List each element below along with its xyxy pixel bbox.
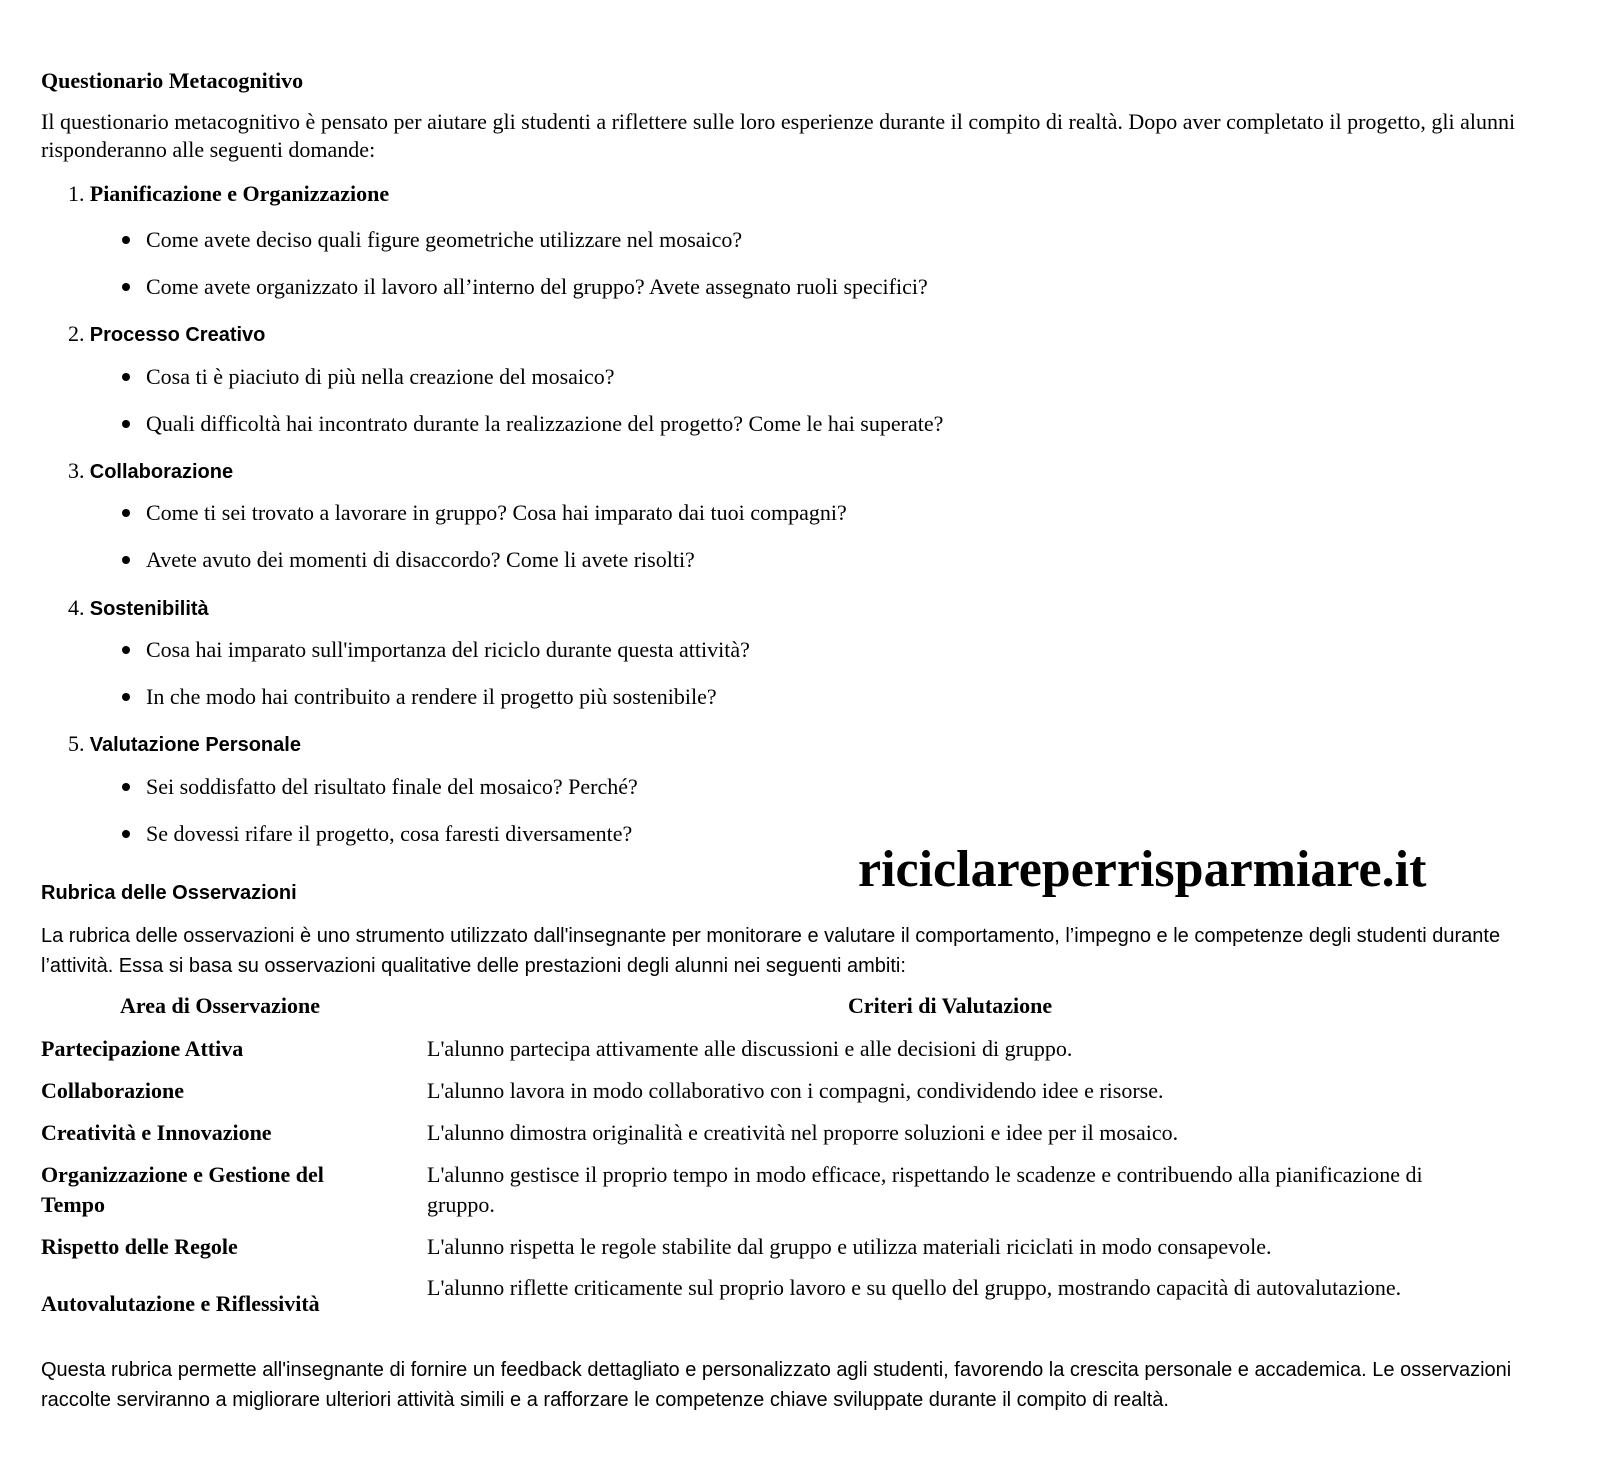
table-row-area: Autovalutazione e Riflessività <box>41 1291 320 1316</box>
table-header-area: Area di Osservazione <box>120 993 321 1018</box>
questionario-intro: Il questionario metacognitivo è pensato per aiutare gli studenti a riflettere sulle loro esperienze durante il compito di realtà. Dopo aver completato il progetto, gli alunni risponderanno alle seguenti domande: <box>41 109 1516 162</box>
table-row-area: Partecipazione Attiva <box>41 1036 244 1061</box>
question-text: Cosa hai imparato sull'importanza del riciclo durante questa attività? <box>146 637 750 662</box>
section-label: Processo Creativo <box>89 324 266 346</box>
question-item <box>122 637 750 663</box>
question-item <box>122 821 632 847</box>
bullet-icon <box>122 420 130 428</box>
bullet-icon <box>122 509 130 517</box>
question-item <box>122 411 943 437</box>
table-row-area: Rispetto delle Regole <box>41 1234 238 1259</box>
section-label: Pianificazione e Organizzazione <box>89 181 390 206</box>
question-text: In che modo hai contribuito a rendere il progetto più sostenibile? <box>146 684 717 709</box>
bullet-icon <box>122 783 130 791</box>
table-row-criteria: L'alunno rispetta le regole stabilite dal gruppo e utilizza materiali riciclati in modo consapevole. <box>427 1234 1272 1259</box>
site-watermark: riciclareperrisparmiare.it <box>858 841 1427 898</box>
section-number: 1. <box>68 181 85 206</box>
bullet-icon <box>122 283 130 291</box>
table-header-criteria: Criteri di Valutazione <box>848 993 1053 1018</box>
question-item <box>122 364 615 390</box>
table-row-area: Collaborazione <box>41 1078 184 1103</box>
section-label: Sostenibilità <box>89 598 209 620</box>
question-text: Quali difficoltà hai incontrato durante la realizzazione del progetto? Come le hai superate? <box>146 411 944 436</box>
table-row-criteria: L'alunno dimostra originalità e creatività nel proporre soluzioni e idee per il mosaico. <box>427 1120 1179 1145</box>
question-text: Sei soddisfatto del risultato finale del mosaico? Perché? <box>146 774 638 799</box>
table-row-area: Organizzazione e Gestione del Tempo <box>41 1162 324 1217</box>
bullet-icon <box>122 236 130 244</box>
section-label: Collaborazione <box>89 461 234 483</box>
section-number: 4. <box>68 595 85 620</box>
table-row-area: Creatività e Innovazione <box>41 1120 272 1145</box>
section-1-heading <box>68 181 389 207</box>
question-text: Come avete organizzato il lavoro all’interno del gruppo? Avete assegnato ruoli specifici? <box>146 274 928 299</box>
question-item <box>122 774 638 800</box>
rubrica-title: Rubrica delle Osservazioni <box>41 882 297 904</box>
question-item <box>122 227 742 253</box>
bullet-icon <box>122 646 130 654</box>
section-5-heading <box>68 731 301 757</box>
question-item <box>122 274 928 300</box>
question-text: Se dovessi rifare il progetto, cosa faresti diversamente? <box>146 821 633 846</box>
section-2-heading <box>68 321 265 347</box>
rubrica-closing: Questa rubrica permette all'insegnante di fornire un feedback dettagliato e personalizzato agli studenti, favorendo la crescita personale e accademica. Le osservazioni raccolte serviranno a migliorare ulteriori attività simili e a rafforzare le competenze chiave sviluppate durante il compito di realtà. <box>41 1359 1512 1411</box>
rubrica-intro: La rubrica delle osservazioni è uno strumento utilizzato dall'insegnante per monitorare e valutare il comportamento, l’impegno e le competenze degli studenti durante l’attività. Essa si basa su osservazioni qualitative delle prestazioni degli alunni nei seguenti ambiti: <box>41 925 1501 977</box>
question-item <box>122 684 717 710</box>
section-number: 3. <box>68 458 85 483</box>
bullet-icon <box>122 693 130 701</box>
section-label: Valutazione Personale <box>89 734 301 756</box>
section-number: 5. <box>68 731 85 756</box>
question-text: Avete avuto dei momenti di disaccordo? Come li avete risolti? <box>146 547 695 572</box>
section-4-heading <box>68 595 209 621</box>
section-number: 2. <box>68 321 85 346</box>
bullet-icon <box>122 830 130 838</box>
table-row-criteria: L'alunno lavora in modo collaborativo con i compagni, condividendo idee e risorse. <box>427 1078 1164 1103</box>
bullet-icon <box>122 373 130 381</box>
table-row-criteria: L'alunno gestisce il proprio tempo in modo efficace, rispettando le scadenze e contribuendo alla pianificazione di gruppo. <box>427 1162 1423 1217</box>
table-row-criteria: L'alunno riflette criticamente sul proprio lavoro e su quello del gruppo, mostrando capacità di autovalutazione. <box>427 1275 1402 1300</box>
question-item <box>122 500 847 526</box>
question-item <box>122 547 695 573</box>
bullet-icon <box>122 556 130 564</box>
question-text: Come ti sei trovato a lavorare in gruppo? Cosa hai imparato dai tuoi compagni? <box>146 500 847 525</box>
table-row-criteria: L'alunno partecipa attivamente alle discussioni e alle decisioni di gruppo. <box>427 1036 1073 1061</box>
question-text: Come avete deciso quali figure geometriche utilizzare nel mosaico? <box>146 227 743 252</box>
question-text: Cosa ti è piaciuto di più nella creazione del mosaico? <box>146 364 615 389</box>
questionario-title: Questionario Metacognitivo <box>41 68 304 93</box>
section-3-heading <box>68 458 233 484</box>
